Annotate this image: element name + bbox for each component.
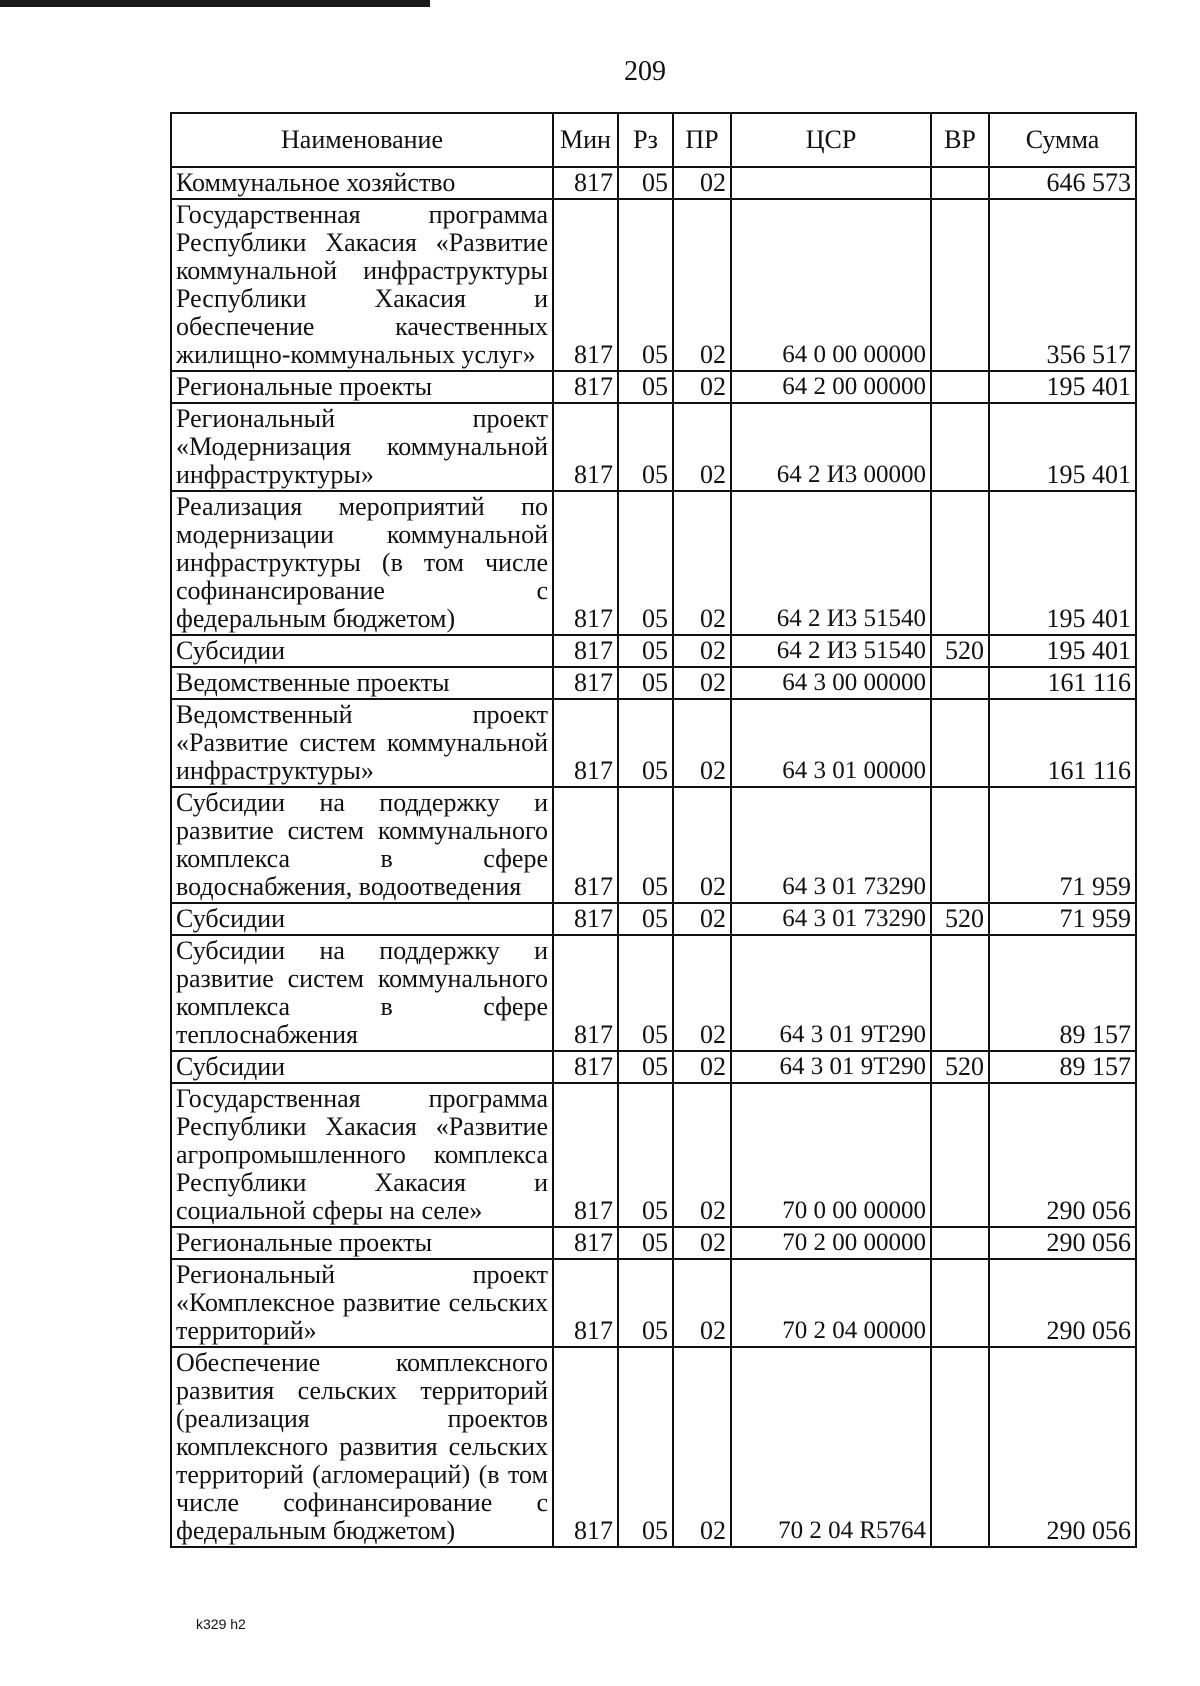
row-min: 817 [553,787,618,903]
row-pr: 02 [673,699,731,787]
header-rz: Рз [618,113,673,167]
row-name: Субсидии [171,903,553,935]
top-edge-bar [0,0,430,7]
row-sum: 161 116 [989,667,1136,699]
row-csr: 64 2 00 00000 [731,371,931,403]
table-row [171,935,1136,1051]
row-name: Реализация мероприятий по модернизации коммунальной инфраструктуры (в том числе софинансирование с федеральным бюджетом) [171,491,553,635]
row-csr: 70 0 00 00000 [731,1083,931,1227]
row-vr [931,1259,989,1347]
row-min: 817 [553,935,618,1051]
row-name: Ведомственный проект «Развитие систем коммунальной инфраструктуры» [171,699,553,787]
row-vr [931,1347,989,1547]
table-row [171,699,1136,787]
row-csr: 64 2 И3 51540 [731,635,931,667]
row-csr: 64 3 01 73290 [731,903,931,935]
row-pr: 02 [673,199,731,371]
row-rz: 05 [618,1051,673,1083]
header-min: Мин [553,113,618,167]
row-min: 817 [553,199,618,371]
row-csr: 64 0 00 00000 [731,199,931,371]
row-name: Региональные проекты [171,1227,553,1259]
budget-table [170,112,1137,1548]
table-header-row [171,113,1136,167]
row-pr: 02 [673,371,731,403]
row-csr: 64 3 01 73290 [731,787,931,903]
row-min: 817 [553,903,618,935]
row-name: Региональный проект «Комплексное развитие сельских территорий» [171,1259,553,1347]
row-vr [931,935,989,1051]
row-min: 817 [553,635,618,667]
header-sum: Сумма [989,113,1136,167]
row-csr: 64 3 00 00000 [731,667,931,699]
row-rz: 05 [618,667,673,699]
row-pr: 02 [673,403,731,491]
table-row [171,1051,1136,1083]
row-vr [931,667,989,699]
row-name: Субсидии на поддержку и развитие систем коммунального комплекса в сфере водоснабжения, водоотведения [171,787,553,903]
row-name: Коммунальное хозяйство [171,167,553,199]
row-sum: 356 517 [989,199,1136,371]
row-csr [731,167,931,199]
row-pr: 02 [673,903,731,935]
row-sum: 290 056 [989,1347,1136,1547]
row-rz: 05 [618,1227,673,1259]
row-sum: 195 401 [989,403,1136,491]
row-vr: 520 [931,903,989,935]
table-row [171,491,1136,635]
table-row [171,1083,1136,1227]
header-csr: ЦСР [731,113,931,167]
row-vr: 520 [931,635,989,667]
row-sum: 89 157 [989,1051,1136,1083]
row-rz: 05 [618,903,673,935]
row-sum: 195 401 [989,371,1136,403]
row-name: Государственная программа Республики Хакасия «Развитие агропромышленного комплекса Республики Хакасия и социальной сферы на селе» [171,1083,553,1227]
row-vr [931,1227,989,1259]
table-row [171,787,1136,903]
header-pr: ПР [673,113,731,167]
row-rz: 05 [618,403,673,491]
row-name: Субсидии на поддержку и развитие систем коммунального комплекса в сфере теплоснабжения [171,935,553,1051]
row-sum: 195 401 [989,635,1136,667]
row-rz: 05 [618,167,673,199]
row-csr: 64 3 01 9Т290 [731,935,931,1051]
row-sum: 71 959 [989,903,1136,935]
row-pr: 02 [673,1051,731,1083]
document-code-footer: k329 h2 [196,1616,246,1632]
row-min: 817 [553,1051,618,1083]
row-pr: 02 [673,635,731,667]
row-sum: 646 573 [989,167,1136,199]
table-row [171,635,1136,667]
row-vr [931,199,989,371]
row-vr [931,787,989,903]
row-csr: 70 2 00 00000 [731,1227,931,1259]
table-row [171,371,1136,403]
row-sum: 290 056 [989,1227,1136,1259]
row-sum: 195 401 [989,491,1136,635]
row-min: 817 [553,371,618,403]
row-name: Обеспечение комплексного развития сельских территорий (реализация проектов комплексного развития сельских территорий (агломераций) (в том числе софинансирование с федеральным бюджетом) [171,1347,553,1547]
row-csr: 70 2 04 R5764 [731,1347,931,1547]
table-row [171,1227,1136,1259]
row-rz: 05 [618,491,673,635]
row-csr: 70 2 04 00000 [731,1259,931,1347]
row-pr: 02 [673,167,731,199]
row-vr [931,1083,989,1227]
row-name: Субсидии [171,1051,553,1083]
row-vr: 520 [931,1051,989,1083]
row-min: 817 [553,491,618,635]
row-rz: 05 [618,371,673,403]
row-csr: 64 3 01 9Т290 [731,1051,931,1083]
row-rz: 05 [618,699,673,787]
table-row [171,903,1136,935]
row-rz: 05 [618,1083,673,1227]
row-name: Субсидии [171,635,553,667]
row-sum: 290 056 [989,1083,1136,1227]
row-vr [931,167,989,199]
row-pr: 02 [673,935,731,1051]
row-pr: 02 [673,1259,731,1347]
row-csr: 64 2 И3 51540 [731,491,931,635]
page-number: 209 [624,56,666,87]
table-row [171,403,1136,491]
row-vr [931,491,989,635]
row-name: Ведомственные проекты [171,667,553,699]
row-min: 817 [553,667,618,699]
header-vr: ВР [931,113,989,167]
row-rz: 05 [618,1347,673,1547]
table-row [171,167,1136,199]
row-rz: 05 [618,787,673,903]
row-min: 817 [553,699,618,787]
row-pr: 02 [673,491,731,635]
row-vr [931,371,989,403]
table-row [171,667,1136,699]
row-rz: 05 [618,1259,673,1347]
row-rz: 05 [618,935,673,1051]
row-name: Государственная программа Республики Хакасия «Развитие коммунальной инфраструктуры Республики Хакасия и обеспечение качественных жилищно-коммунальных услуг» [171,199,553,371]
row-csr: 64 2 И3 00000 [731,403,931,491]
row-min: 817 [553,1083,618,1227]
row-pr: 02 [673,1227,731,1259]
row-pr: 02 [673,667,731,699]
row-vr [931,403,989,491]
row-sum: 290 056 [989,1259,1136,1347]
row-sum: 71 959 [989,787,1136,903]
row-pr: 02 [673,1347,731,1547]
row-name: Региональный проект «Модернизация коммунальной инфраструктуры» [171,403,553,491]
row-min: 817 [553,167,618,199]
row-rz: 05 [618,199,673,371]
row-csr: 64 3 01 00000 [731,699,931,787]
row-pr: 02 [673,1083,731,1227]
row-min: 817 [553,1347,618,1547]
header-name: Наименование [171,113,553,167]
row-rz: 05 [618,635,673,667]
row-pr: 02 [673,787,731,903]
row-name: Региональные проекты [171,371,553,403]
row-min: 817 [553,1259,618,1347]
row-sum: 89 157 [989,935,1136,1051]
row-sum: 161 116 [989,699,1136,787]
table-row [171,1259,1136,1347]
row-vr [931,699,989,787]
row-min: 817 [553,403,618,491]
table-row [171,1347,1136,1547]
row-min: 817 [553,1227,618,1259]
table-row [171,199,1136,371]
